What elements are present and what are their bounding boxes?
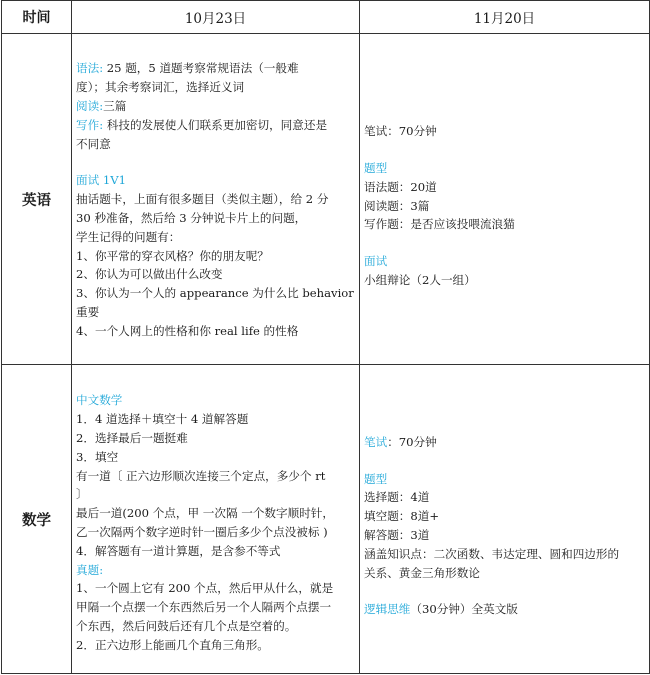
math-line: 2．选择最后一题挺难	[76, 431, 188, 446]
interview-line: 学生记得的问题有：	[76, 229, 181, 244]
knowledge-line-1: 涵盖知识点：二次函数、韦达定理、圆和四边形的	[364, 546, 620, 561]
math-type-line: 选择题：4道	[364, 490, 430, 505]
interview-line: 30 秒准备，然后给 3 分钟说卡片上的问题，	[76, 211, 307, 225]
logic-line: 逻辑思维（30分钟）全英文版	[364, 602, 518, 617]
grammar-label: 语法:	[76, 61, 104, 76]
math-line: 1．4 道选择＋填空十 4 道解答题	[76, 412, 249, 427]
header-time: 时间	[2, 1, 72, 34]
math-types-label: 题型	[364, 471, 388, 486]
knowledge-line-2: 关系、黄金三角形数论	[364, 565, 480, 580]
subject-math: 数学	[2, 365, 72, 674]
header-row	[2, 1, 650, 34]
english-type-line: 语法题：20道	[364, 179, 437, 194]
math-type-line: 填空题：8道+	[364, 509, 440, 524]
math-line: 有一道〔 正六边形顺次连接三个定点，多少个 rt	[76, 468, 326, 483]
interview-label: 面试 1V1	[76, 173, 126, 188]
real-questions-label: 真题:	[76, 562, 104, 577]
subject-english: 英语	[2, 34, 72, 365]
interview-line: 1、你平常的穿衣风格？你的朋友呢？	[76, 248, 269, 263]
grammar-line-1: 语法: 25 题，5 道题考察常规语法（一般难	[76, 61, 299, 76]
header-nov-20: 11月20日	[360, 1, 650, 34]
english-oct-cell	[72, 34, 360, 365]
english-type-line: 写作题：是否应该投喂流浪猫	[364, 217, 515, 232]
math-written-label: 笔试	[364, 434, 388, 449]
logic-label: 逻辑思维	[364, 602, 411, 617]
math-line: 最后一道(200 个点，甲 一次隔 一个数字顺时针，	[76, 506, 334, 521]
writing-line-1: 写作: 科技的发展使人们联系更加密切，同意还是	[76, 117, 328, 132]
english-written-line: 笔试：70分钟	[364, 124, 437, 139]
cn-math-label: 中文数学	[76, 393, 123, 408]
interview-line: 重要	[76, 304, 100, 319]
english-row	[2, 34, 650, 365]
real-line: 1、一个圆上它有 200 个点，然后甲从什么，就是	[76, 581, 334, 596]
reading-label: 阅读:	[76, 99, 104, 114]
reading-line: 阅读:三篇	[76, 99, 127, 114]
grammar-line-2: 度）；其余考察词汇，选择近义词	[76, 80, 245, 95]
math-line: 3．填空	[76, 449, 119, 464]
math-line: 4．解答题有一道计算题，是含参不等式	[76, 543, 281, 558]
real-line: 2．正六边形上能画几个直角三角形。	[76, 637, 269, 652]
math-type-line: 解答题：3道	[364, 528, 430, 542]
math-written-line: 笔试：70分钟	[364, 434, 437, 449]
math-oct-cell	[72, 365, 360, 674]
header-oct-23: 10月23日	[72, 1, 360, 34]
real-line: 甲隔一个点摆一个东西然后另一个人隔两个点摆一	[76, 600, 332, 615]
interview-line: 2、你认为可以做出什么改变	[76, 267, 223, 282]
english-nov-cell	[360, 34, 650, 365]
english-interview-label: 面试	[364, 254, 388, 269]
math-line: 〕	[76, 487, 88, 502]
math-line: 乙一次隔两个数字逆时针一圈后多少个点没被标 )	[76, 525, 328, 539]
math-nov-cell	[360, 365, 650, 674]
writing-line-2: 不同意	[76, 136, 111, 151]
english-types-label: 题型	[364, 161, 388, 175]
schedule-table	[1, 0, 650, 674]
interview-line: 3、你认为一个人的 appearance 为什么比 behavior	[76, 286, 354, 301]
real-line: 个东西，然后问鼓后还有几个点是空着的。	[76, 618, 297, 633]
math-row	[2, 365, 650, 674]
english-type-line: 阅读题：3篇	[364, 198, 430, 213]
writing-label: 写作:	[76, 117, 104, 132]
interview-line: 抽话题卡，上面有很多题目（类似主题），给 2 分	[76, 192, 329, 207]
interview-line: 4、一个人网上的性格和你 real life 的性格	[76, 323, 299, 338]
english-interview-text: 小组辩论（2人一组）	[364, 272, 476, 287]
